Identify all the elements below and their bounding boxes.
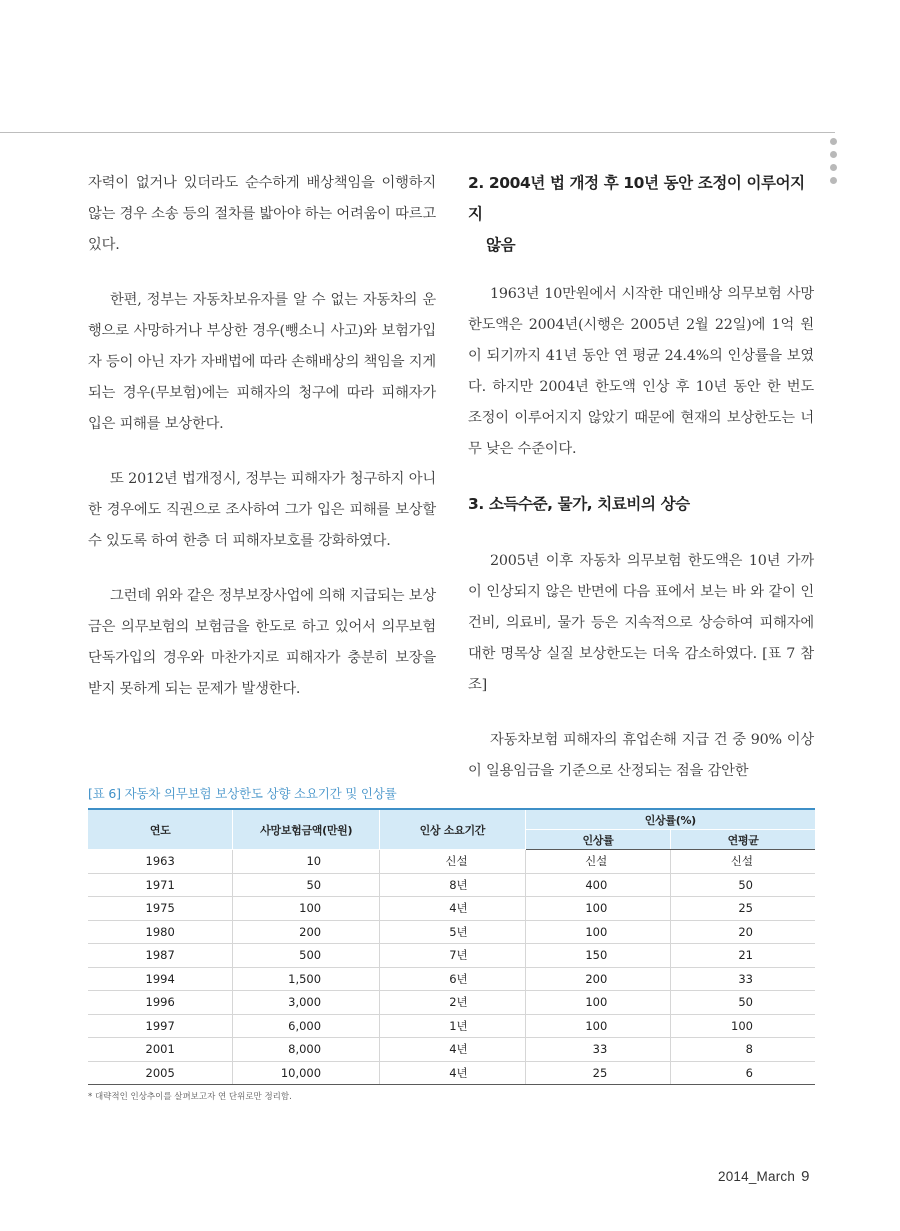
cell-rate: 100 — [525, 920, 671, 944]
cell-avg: 50 — [671, 873, 815, 897]
cell-year: 1996 — [88, 991, 233, 1015]
cell-duration: 4년 — [380, 897, 526, 921]
cell-duration: 8년 — [380, 873, 526, 897]
cell-duration: 4년 — [380, 1061, 526, 1085]
table-caption: [표 6] 자동차 의무보험 보상한도 상향 소요기간 및 인상률 — [88, 786, 397, 801]
cell-rate: 100 — [525, 1014, 671, 1038]
cell-rate: 100 — [525, 991, 671, 1015]
header-rate: 인상률 — [525, 830, 671, 850]
cell-amount: 1,500 — [233, 967, 380, 991]
table-row — [88, 1014, 815, 1038]
left-column — [88, 168, 436, 729]
left-paragraph-2: 한편, 정부는 자동차보유자를 알 수 없는 자동차의 운행으로 사망하거나 부상한 경우(뺑소니 사고)와 보험가입자 등이 아닌 자가 자배법에 따라 손해배상의 책임을 지게 되는 경우(무보험)에는 피해자의 청구에 따라 피해자가 입은 피해를 보상한다. — [88, 292, 436, 432]
cell-avg: 33 — [671, 967, 815, 991]
cell-duration: 2년 — [380, 991, 526, 1015]
table-body — [88, 850, 815, 1085]
right-paragraph-1: 1963년 10만원에서 시작한 대인배상 의무보험 사망 한도액은 2004년(시행은 2005년 2월 22일)에 1억 원이 되기까지 41년 동안 연 평균 24.4%의 인상률을 보였다. 하지만 2004년 한도액 인상 후 10년 동안 한 번도 조정이 이루어지지 않았기 때문에 현재의 보상한도는 너무 낮은 수준이다. — [468, 286, 814, 457]
left-paragraph-1: 자력이 없거나 있더라도 순수하게 배상책임을 이행하지 않는 경우 소송 등의 절차를 밟아야 하는 어려움이 따르고 있다. — [88, 175, 436, 253]
cell-avg: 25 — [671, 897, 815, 921]
cell-rate: 400 — [525, 873, 671, 897]
cell-avg: 21 — [671, 944, 815, 968]
cell-duration: 4년 — [380, 1038, 526, 1062]
cell-avg: 100 — [671, 1014, 815, 1038]
section-heading-2 — [468, 168, 814, 261]
dot-icon — [830, 151, 837, 158]
right-column — [468, 168, 814, 811]
cell-amount: 6,000 — [233, 1014, 380, 1038]
table-row — [88, 1038, 815, 1062]
table-row — [88, 1061, 815, 1085]
cell-year: 1987 — [88, 944, 233, 968]
table-row — [88, 850, 815, 874]
table-row — [88, 920, 815, 944]
page-footer — [718, 1168, 809, 1186]
table-row — [88, 873, 815, 897]
cell-amount: 500 — [233, 944, 380, 968]
section-heading-2-line1: 2. 2004년 법 개정 후 10년 동안 조정이 이루어지지 — [468, 174, 805, 223]
decorative-dots — [830, 138, 838, 190]
page-number: 9 — [801, 1168, 810, 1185]
table-footnote: * 대략적인 인상추이를 살펴보고자 연 단위로만 정리함. — [88, 1092, 292, 1102]
top-rule — [0, 132, 835, 133]
cell-amount: 3,000 — [233, 991, 380, 1015]
cell-amount: 8,000 — [233, 1038, 380, 1062]
cell-amount: 100 — [233, 897, 380, 921]
cell-duration: 1년 — [380, 1014, 526, 1038]
header-rate-group: 인상률(%) — [525, 809, 815, 830]
cell-year: 1975 — [88, 897, 233, 921]
cell-amount: 200 — [233, 920, 380, 944]
dot-icon — [830, 164, 837, 171]
cell-duration: 7년 — [380, 944, 526, 968]
cell-year: 1980 — [88, 920, 233, 944]
cell-amount: 10,000 — [233, 1061, 380, 1085]
left-paragraph-4: 그런데 위와 같은 정부보장사업에 의해 지급되는 보상금은 의무보험의 보험금을 한도로 하고 있어서 의무보험 단독가입의 경우와 마찬가지로 피해자가 충분히 보장을 받지 못하게 되는 문제가 발생한다. — [88, 588, 436, 697]
cell-rate: 150 — [525, 944, 671, 968]
section-heading-3: 3. 소득수준, 물가, 치료비의 상승 — [468, 495, 690, 513]
cell-duration: 신설 — [380, 850, 526, 874]
header-year: 연도 — [88, 809, 233, 850]
header-avg: 연평균 — [671, 830, 815, 850]
cell-amount: 10 — [233, 850, 380, 874]
cell-year: 2005 — [88, 1061, 233, 1085]
cell-year: 1971 — [88, 873, 233, 897]
header-amount: 사망보험금액(만원) — [233, 809, 380, 850]
section-heading-2-line2: 않음 — [486, 236, 516, 254]
cell-rate: 100 — [525, 897, 671, 921]
cell-amount: 50 — [233, 873, 380, 897]
table-row — [88, 991, 815, 1015]
cell-duration: 5년 — [380, 920, 526, 944]
cell-avg: 50 — [671, 991, 815, 1015]
dot-icon — [830, 138, 837, 145]
cell-rate: 33 — [525, 1038, 671, 1062]
left-paragraph-3: 또 2012년 법개정시, 정부는 피해자가 청구하지 아니한 경우에도 직권으로 조사하여 그가 입은 피해를 보상할 수 있도록 하여 한층 더 피해자보호를 강화하였다. — [88, 471, 436, 549]
cell-rate: 신설 — [525, 850, 671, 874]
table-row — [88, 944, 815, 968]
dot-icon — [830, 177, 837, 184]
cell-year: 1963 — [88, 850, 233, 874]
cell-rate: 25 — [525, 1061, 671, 1085]
right-paragraph-2: 2005년 이후 자동차 의무보험 한도액은 10년 가까이 인상되지 않은 반면에 다음 표에서 보는 바 와 같이 인건비, 의료비, 물가 등은 지속적으로 상승하여 피해자에 대한 명목상 실질 보상한도는 더욱 감소하였다. [표 7 참조] — [468, 553, 814, 693]
insurance-limit-table — [88, 808, 815, 1085]
cell-avg: 20 — [671, 920, 815, 944]
header-duration: 인상 소요기간 — [380, 809, 526, 850]
table-row — [88, 897, 815, 921]
cell-avg: 신설 — [671, 850, 815, 874]
table-row — [88, 967, 815, 991]
cell-year: 2001 — [88, 1038, 233, 1062]
cell-duration: 6년 — [380, 967, 526, 991]
right-paragraph-3: 자동차보험 피해자의 휴업손해 지급 건 중 90% 이상이 일용임금을 기준으로 산정되는 점을 감안한 — [468, 732, 814, 779]
cell-year: 1994 — [88, 967, 233, 991]
cell-rate: 200 — [525, 967, 671, 991]
cell-year: 1997 — [88, 1014, 233, 1038]
cell-avg: 6 — [671, 1061, 815, 1085]
issue-label: 2014_March — [718, 1169, 796, 1184]
cell-avg: 8 — [671, 1038, 815, 1062]
